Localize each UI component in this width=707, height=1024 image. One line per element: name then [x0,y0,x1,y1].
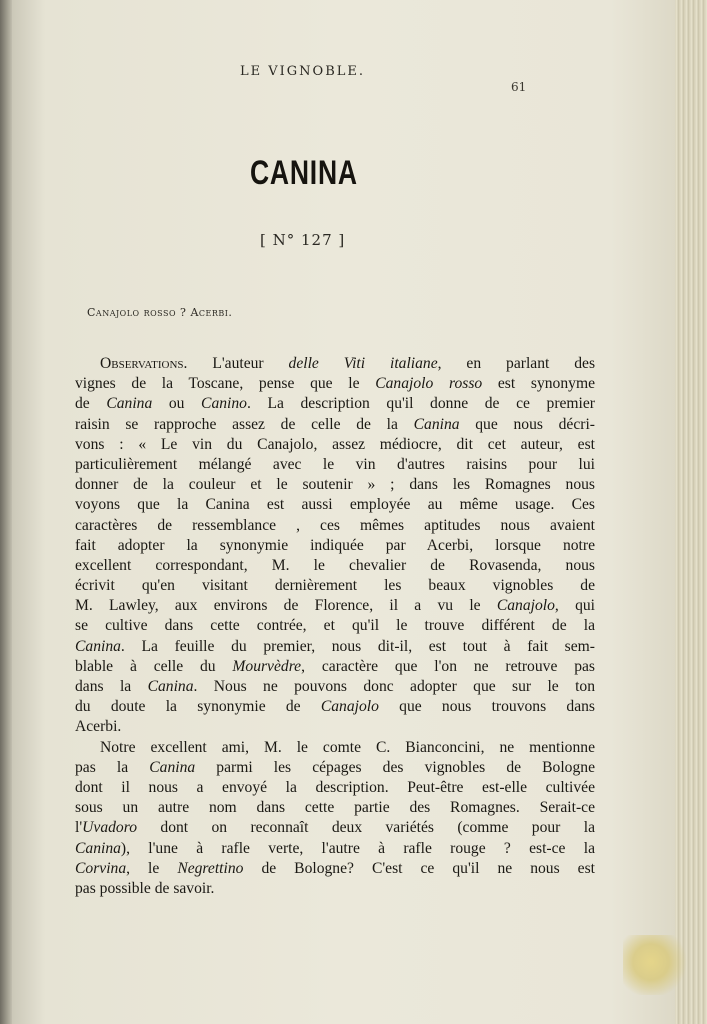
paragraph-line: pas la Canina parmi les cépages des vignobles de Bologne [75,758,595,776]
entry-number: [ N° 127 ] [260,231,346,249]
paragraph-line: vignes de la Toscane, pense que le Canajolo rosso est synonyme [75,375,595,393]
paragraph-line: voyons que la Canina est aussi employée au même usage. Ces [75,496,595,514]
page-title: CANINA [250,154,358,192]
paragraph-line: raisin se rapproche assez de celle de la Canina que nous décri- [75,415,595,433]
background-plant [623,935,693,995]
paragraph-line: dans la Canina. Nous ne pouvons donc adopter que sur le ton [75,678,595,695]
body-text [75,354,595,899]
paragraph-line: l'Uvadoro dont on reconnaît deux variétés (comme pour la [75,819,595,837]
paragraph-line: de Canina ou Canino. La description qu'il donne de ce premier [75,395,596,413]
paragraph-line: fait adopter la synonymie indiquée par Acerbi, lorsque notre [75,536,595,554]
paragraph-line: donner de la couleur et le soutenir » ; dans les Romagnes nous [75,476,595,494]
running-title: LE VIGNOBLE. [240,64,366,79]
paragraph-line: vons : « Le vin du Canajolo, assez médiocre, dit cet auteur, est [75,435,595,453]
book-page [12,0,677,1024]
paragraph-line: Acerbi. [75,718,122,736]
paragraph-line: sous un autre nom dans cette partie des Romagnes. Serait-ce [75,799,595,817]
paragraph-line: particulièrement mélangé avec le vin d'autres raisins pour lui [75,455,595,473]
paragraph-line: caractères de ressemblance , ces mêmes aptitudes nous avaient [75,516,595,534]
paragraph-line: pas possible de savoir. [75,879,215,897]
paragraph-line: Canina. La feuille du premier, nous dit-il, est tout à fait sem- [75,637,595,655]
paragraph-line: Canina), l'une à rafle verte, l'autre à rafle rouge ? est-ce la [75,839,595,857]
page-edges [675,0,707,1024]
paragraph-line: M. Lawley, aux environs de Florence, il a vu le Canajolo, qui [75,597,595,615]
paragraph-line: du doute la synonymie de Canajolo que nous trouvons dans [75,698,595,716]
paragraph-line: Corvina, le Negrettino de Bologne? C'est ce qu'il ne nous est [75,859,595,877]
paragraph-line: Notre excellent ami, M. le comte C. Bianconcini, ne mentionne [100,738,595,756]
paragraph-line: Observations. L'auteur delle Viti italiane, en parlant des [100,355,596,372]
page-number: 61 [511,80,527,94]
paragraph-line: excellent correspondant, M. le chevalier de Rovasenda, nous [75,556,595,574]
synonym-line: Canajolo rosso ? Acerbi. [87,306,233,319]
paragraph-line: écrivit qu'en visitant dernièrement les beaux vignobles de [75,577,595,595]
paragraph-line: dont il nous a envoyé la description. Peut-être est-elle cultivée [75,778,595,796]
paragraph-line: se cultive dans cette contrée, et qu'il le trouve différent de la [75,617,595,635]
paragraph-line: blable à celle du Mourvèdre, caractère que l'on ne retrouve pas [75,657,595,675]
